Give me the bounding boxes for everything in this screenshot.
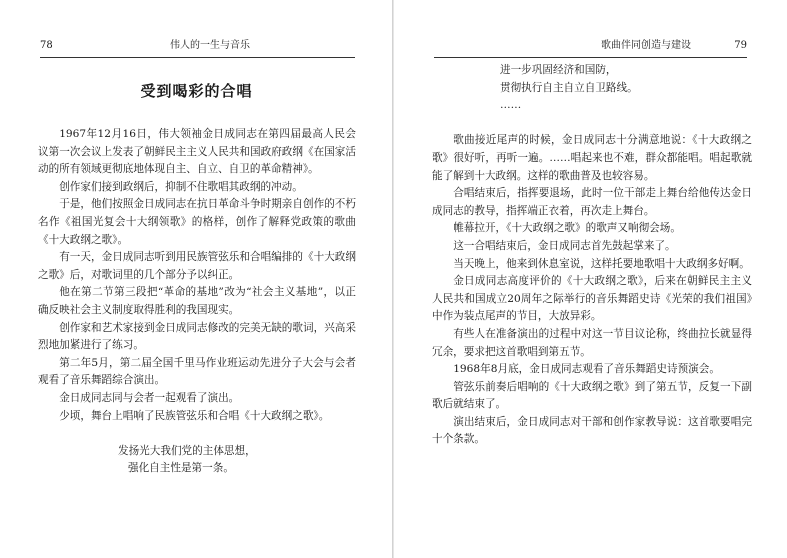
lyric-block <box>38 443 356 478</box>
paragraph: 当天晚上，他来到休息室说，这样托要地歌唱十大政纲多好啊。 <box>453 257 750 270</box>
spacer <box>38 425 356 443</box>
paragraph: 创作家们接到政纲后，抑制不住歌唱其政纲的冲动。 <box>59 180 303 193</box>
paragraph: 有一天，金日成同志听到用民族管弦乐和合唱编排的《十大政纲之歌》后，对歌词里的几个部分予以纠正。 <box>38 251 356 281</box>
right-page-header <box>434 39 747 53</box>
lyric-block <box>432 62 752 115</box>
paragraph: 第二年5月，第二届全国千里马作业班运动先进分子大会与会者观看了音乐舞蹈综合演出。 <box>38 356 356 387</box>
right-header-rule <box>434 57 747 58</box>
paragraph: 这一合唱结束后，金日成同志首先鼓起掌来了。 <box>453 239 676 252</box>
spacer <box>432 115 752 133</box>
lyric-line: 贯彻执行自主自立自卫路线。 <box>500 81 638 94</box>
paragraph: 创作家和艺术家接到金日成同志修改的完美无缺的歌词，兴高采烈地加紧进行了练习。 <box>38 321 356 352</box>
paragraph: 帷幕拉开，《十大政纲之歌》的歌声又响彻会场。 <box>453 222 681 235</box>
paragraph: 金日成同志同与会者一起观看了演出。 <box>59 391 240 404</box>
lyric-line: 进一步巩固经济和国防， <box>500 64 617 76</box>
lyric-line: 发扬光大我们党的主体思想， <box>118 444 256 457</box>
paragraph: 歌曲接近尾声的时候，金日成同志十分满意地说：《十大政纲之歌》很好听，再听一遍。……唱起来也不难，群众都能唱。唱起歌就能了解到十大政纲。这样的歌曲普及也较容易。 <box>432 134 752 182</box>
left-page <box>0 0 393 558</box>
left-running-head: 伟人的一生与音乐 <box>170 40 250 51</box>
paragraph: 他在第二节第三段把“革命的基地”改为“社会主义基地”，以正确反映社会主义制度取得胜利的我国现实。 <box>38 286 356 316</box>
right-page <box>394 0 787 558</box>
right-page-number: 79 <box>734 40 747 51</box>
chapter-title: 受到喝彩的合唱 <box>140 82 253 100</box>
paragraph: 演出结束后，金日成同志对干部和创作家教导说：这首歌要唱完十个条款。 <box>432 415 752 446</box>
paragraph: 1967年12月16日，伟大领袖金日成同志在第四届最高人民会议第一次会议上发表了朝鲜民主主义人民共和国政府政纲《在国家活动的所有领域更彻底地体现自主、自立、自卫的革命精神》。 <box>38 128 356 176</box>
paragraph: 1968年8月底，金日成同志观看了音乐舞蹈史诗预演会。 <box>453 363 720 376</box>
lyric-ellipsis: …… <box>500 99 522 112</box>
left-page-number: 78 <box>40 40 53 51</box>
left-body-text <box>38 126 356 478</box>
paragraph: 有些人在准备演出的过程中对这一节目议论称，终曲拉长就显得冗余，要求把这首歌唱到第五节。 <box>432 327 752 358</box>
paragraph: 金日成同志高度评价的《十大政纲之歌》，后来在朝鲜民主主义人民共和国成立20周年之际举行的音乐舞蹈史诗《光荣的我们祖国》中作为装点尾声的节目，大放异彩。 <box>432 275 752 323</box>
paragraph: 于是，他们按照金日成同志在抗日革命斗争时期亲自创作的不朽名作《祖国光复会十大纲领歌》的格样，创作了解释党政策的歌曲《十大政纲之歌》。 <box>38 198 356 246</box>
paragraph: 合唱结束后，指挥要退场，此时一位干部走上舞台给他传达金日成同志的教导，指挥端正衣着，再次走上舞台。 <box>432 187 752 217</box>
paragraph: 少顷，舞台上唱响了民族管弦乐和合唱《十大政纲之歌》。 <box>59 409 330 422</box>
lyric-line: 强化自主性是第一条。 <box>128 462 234 475</box>
right-running-head: 歌曲伴同创造与建设 <box>601 40 691 51</box>
right-body-text <box>432 62 752 449</box>
left-header-rule <box>40 57 355 58</box>
paragraph: 管弦乐前奏后唱响的《十大政纲之歌》到了第五节，反复一下副歌后就结束了。 <box>432 380 752 411</box>
left-page-header <box>40 39 355 53</box>
